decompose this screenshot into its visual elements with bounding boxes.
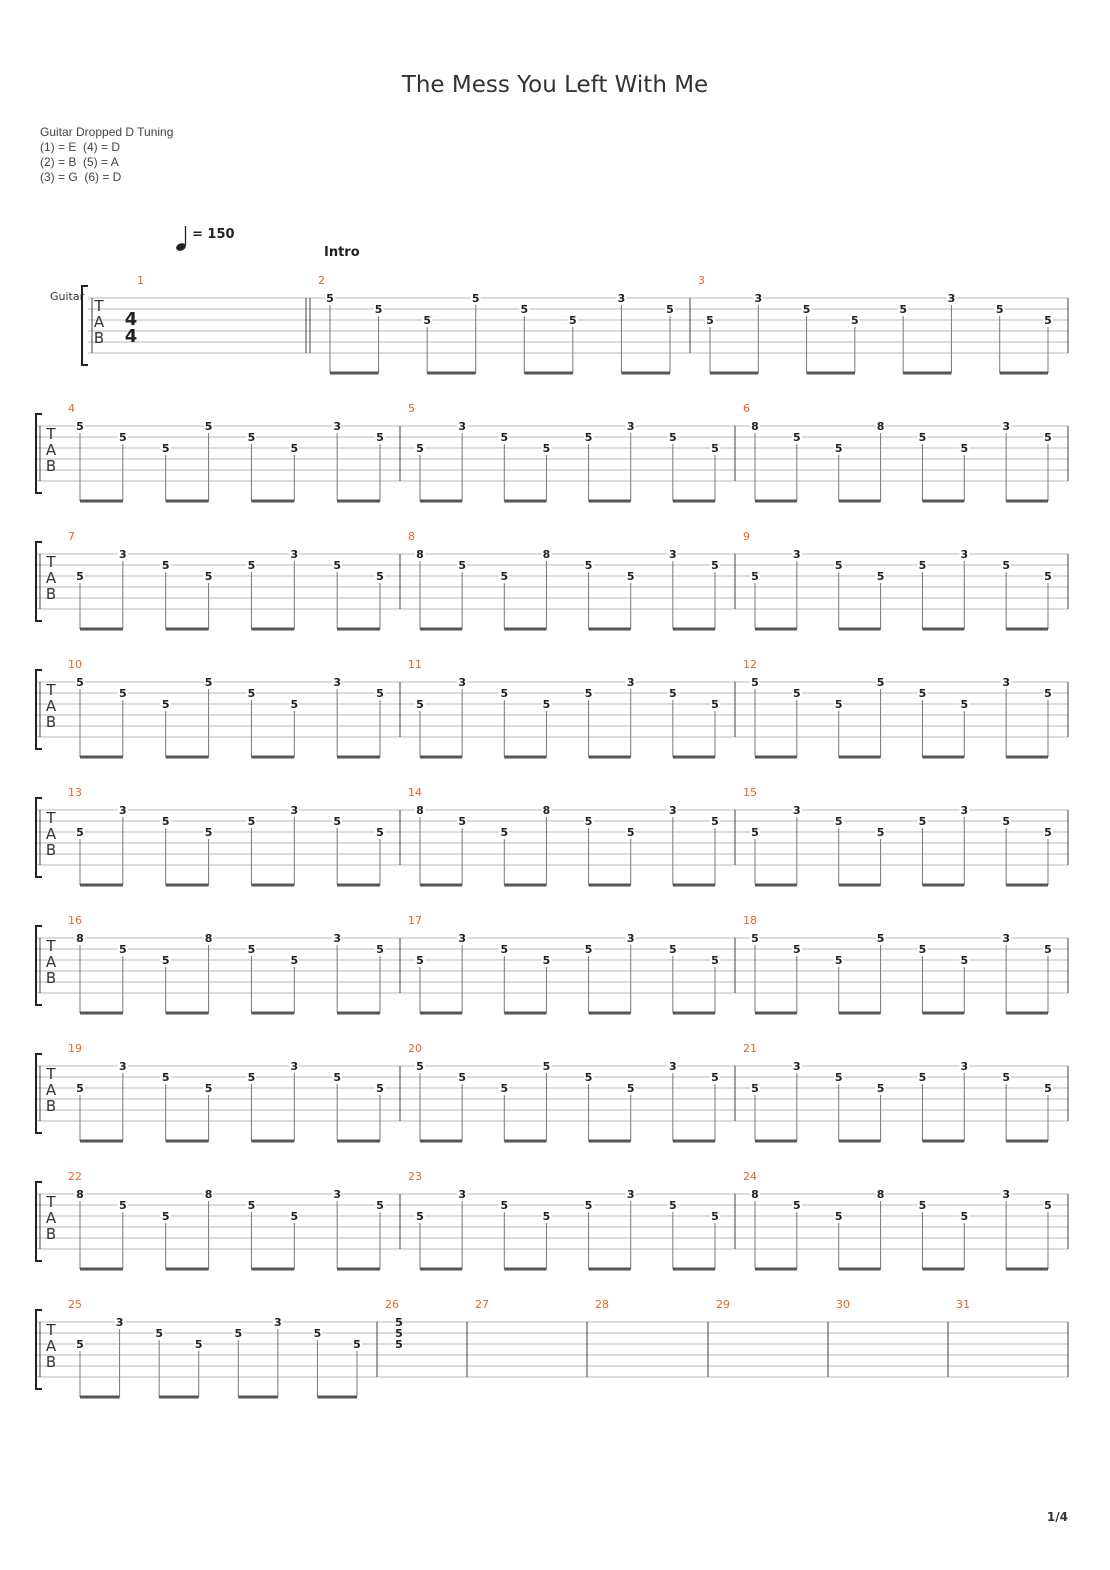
tab-system	[36, 914, 1068, 1013]
fret-number: 5	[751, 932, 759, 945]
measure-number: 30	[836, 1298, 850, 1311]
fret-number: 5	[851, 314, 859, 327]
tab-clef-letter: A	[93, 313, 105, 331]
fret-number: 5	[918, 1199, 927, 1212]
fret-number: 5	[918, 815, 927, 828]
fret-number: 3	[626, 420, 635, 433]
fret-number: 5	[500, 826, 509, 839]
fret-number: 3	[960, 1060, 969, 1073]
fret-number: 5	[711, 1071, 719, 1084]
fret-number: 5	[376, 1199, 384, 1212]
fret-number: 5	[918, 559, 927, 572]
fret-number: 5	[395, 1327, 403, 1340]
fret-number: 5	[471, 292, 480, 305]
fret-number: 5	[793, 431, 801, 444]
song-title: The Mess You Left With Me	[401, 72, 709, 98]
fret-number: 3	[333, 1188, 341, 1201]
fret-number: 5	[161, 815, 170, 828]
fret-number: 5	[247, 431, 256, 444]
fret-number: 3	[290, 548, 299, 561]
measure-number: 18	[743, 914, 757, 927]
measure-number: 20	[408, 1042, 422, 1055]
fret-number: 5	[542, 1210, 551, 1223]
fret-number: 5	[161, 954, 170, 967]
fret-number: 5	[960, 954, 969, 967]
system-bracket	[82, 286, 88, 365]
tab-clef-letter: B	[93, 329, 105, 347]
fret-number: 8	[416, 548, 424, 561]
fret-number: 5	[711, 698, 719, 711]
fret-number: 8	[542, 548, 551, 561]
fret-number: 5	[500, 1082, 509, 1095]
fret-number: 3	[333, 420, 341, 433]
fret-number: 5	[353, 1338, 361, 1351]
fret-number: 8	[416, 804, 424, 817]
fret-number: 5	[290, 442, 299, 455]
measure-number: 6	[743, 402, 750, 415]
fret-number: 5	[247, 1071, 256, 1084]
fret-number: 8	[204, 1188, 213, 1201]
fret-number: 5	[247, 559, 256, 572]
measure-number: 5	[408, 402, 415, 415]
tuning-line: (1) = E (4) = D	[40, 140, 121, 154]
fret-number: 5	[326, 292, 334, 305]
page-number: 1/4	[1046, 1510, 1068, 1524]
fret-number: 5	[918, 687, 927, 700]
fret-number: 5	[584, 687, 593, 700]
fret-number: 5	[194, 1338, 203, 1351]
measure-number: 19	[68, 1042, 82, 1055]
fret-number: 5	[500, 943, 509, 956]
fret-number: 5	[155, 1327, 163, 1340]
tab-clef-letter: T	[46, 809, 56, 827]
measure-number: 3	[698, 274, 705, 287]
fret-number: 3	[290, 804, 299, 817]
fret-number: 5	[626, 570, 635, 583]
tab-clef-letter: T	[94, 297, 104, 315]
measure-number: 24	[743, 1170, 757, 1183]
tab-clef-letter: B	[45, 457, 57, 475]
fret-number: 5	[834, 559, 843, 572]
fret-number: 5	[542, 698, 551, 711]
fret-number: 5	[290, 954, 299, 967]
fret-number: 5	[76, 826, 84, 839]
fret-number: 5	[333, 815, 341, 828]
fret-number: 5	[333, 559, 341, 572]
fret-number: 5	[416, 1210, 424, 1223]
fret-number: 8	[542, 804, 551, 817]
fret-number: 5	[234, 1327, 243, 1340]
fret-number: 5	[520, 303, 529, 316]
measure-number: 17	[408, 914, 422, 927]
fret-number: 3	[626, 1188, 635, 1201]
fret-number: 3	[669, 804, 677, 817]
fret-number: 5	[313, 1327, 322, 1340]
fret-number: 5	[793, 687, 801, 700]
fret-number: 5	[918, 431, 927, 444]
fret-number: 5	[834, 698, 843, 711]
tab-system	[36, 1170, 1068, 1269]
section-label: Intro	[324, 245, 360, 260]
fret-number: 5	[834, 1210, 843, 1223]
tab-clef-letter: B	[45, 1353, 57, 1371]
instrument-label: Guitar	[50, 290, 85, 303]
tab-clef-letter: B	[45, 713, 57, 731]
measure-number: 22	[68, 1170, 82, 1183]
tab-clef-letter: T	[46, 1193, 56, 1211]
fret-number: 5	[500, 687, 509, 700]
fret-number: 8	[751, 1188, 759, 1201]
fret-number: 5	[161, 1210, 170, 1223]
measure-number: 31	[956, 1298, 970, 1311]
fret-number: 5	[416, 954, 424, 967]
fret-number: 5	[876, 570, 885, 583]
fret-number: 5	[711, 815, 719, 828]
tab-system	[36, 658, 1068, 757]
tab-clef-letter: A	[45, 1081, 57, 1099]
fret-number: 5	[960, 1210, 969, 1223]
fret-number: 5	[204, 1082, 213, 1095]
tab-clef-letter: B	[45, 585, 57, 603]
fret-number: 3	[793, 1060, 801, 1073]
fret-number: 5	[1044, 570, 1052, 583]
fret-number: 5	[584, 1071, 593, 1084]
fret-number: 5	[204, 570, 213, 583]
fret-number: 5	[1002, 559, 1010, 572]
fret-number: 8	[204, 932, 213, 945]
fret-number: 5	[834, 442, 843, 455]
fret-number: 5	[416, 442, 424, 455]
tuning-name: Guitar Dropped D Tuning	[40, 125, 174, 139]
fret-number: 5	[247, 687, 256, 700]
fret-number: 5	[542, 442, 551, 455]
fret-number: 5	[918, 943, 927, 956]
tab-system	[36, 402, 1068, 501]
fret-number: 5	[1044, 687, 1052, 700]
fret-number: 5	[751, 826, 759, 839]
tab-clef-letter: T	[46, 425, 56, 443]
measure-number: 16	[68, 914, 82, 927]
fret-number: 3	[458, 676, 466, 689]
tuning-line: (2) = B (5) = A	[40, 155, 119, 169]
measure-number: 23	[408, 1170, 422, 1183]
fret-number: 5	[802, 303, 811, 316]
fret-number: 5	[76, 420, 84, 433]
measure-number: 7	[68, 530, 75, 543]
fret-number: 3	[754, 292, 763, 305]
fret-number: 5	[119, 943, 127, 956]
fret-number: 5	[161, 559, 170, 572]
fret-number: 5	[584, 431, 593, 444]
fret-number: 5	[458, 815, 466, 828]
fret-number: 5	[711, 1210, 719, 1223]
measure-number: 4	[68, 402, 75, 415]
fret-number: 3	[119, 804, 127, 817]
fret-number: 5	[918, 1071, 927, 1084]
fret-number: 3	[333, 676, 341, 689]
fret-number: 5	[119, 1199, 127, 1212]
measure-number: 27	[475, 1298, 489, 1311]
fret-number: 8	[876, 1188, 885, 1201]
measure-number: 29	[716, 1298, 730, 1311]
tab-clef-letter: A	[45, 1209, 57, 1227]
fret-number: 5	[416, 698, 424, 711]
tab-clef-letter: A	[45, 825, 57, 843]
measure-number: 26	[385, 1298, 399, 1311]
fret-number: 5	[542, 1060, 551, 1073]
tuning-line: (3) = G (6) = D	[40, 170, 122, 184]
fret-number: 5	[834, 954, 843, 967]
tab-system	[36, 1298, 1068, 1397]
fret-number: 3	[960, 548, 969, 561]
fret-number: 5	[1002, 815, 1010, 828]
fret-number: 5	[584, 559, 593, 572]
fret-number: 5	[395, 1338, 403, 1351]
fret-number: 5	[666, 303, 674, 316]
tab-clef-letter: T	[46, 1321, 56, 1339]
tab-clef-letter: T	[46, 1065, 56, 1083]
measure-number: 21	[743, 1042, 757, 1055]
fret-number: 5	[626, 1082, 635, 1095]
fret-number: 5	[1044, 1199, 1052, 1212]
fret-number: 5	[119, 687, 127, 700]
fret-number: 5	[376, 570, 384, 583]
fret-number: 5	[669, 687, 677, 700]
tab-clef-letter: A	[45, 569, 57, 587]
fret-number: 5	[161, 1071, 170, 1084]
fret-number: 3	[669, 1060, 677, 1073]
fret-number: 5	[584, 943, 593, 956]
tab-system	[36, 786, 1068, 885]
fret-number: 5	[500, 1199, 509, 1212]
tab-clef-letter: T	[46, 681, 56, 699]
time-signature-top: 4	[124, 309, 138, 330]
measure-number: 25	[68, 1298, 82, 1311]
fret-number: 5	[376, 687, 384, 700]
tempo-value: = 150	[192, 227, 235, 242]
fret-number: 5	[751, 676, 759, 689]
fret-number: 5	[1044, 826, 1052, 839]
fret-number: 5	[876, 1082, 885, 1095]
fret-number: 5	[711, 559, 719, 572]
fret-number: 5	[711, 954, 719, 967]
fret-number: 5	[376, 826, 384, 839]
fret-number: 5	[119, 431, 127, 444]
fret-number: 3	[119, 548, 127, 561]
fret-number: 5	[899, 303, 907, 316]
fret-number: 5	[76, 676, 84, 689]
fret-number: 3	[1002, 1188, 1010, 1201]
tab-clef-letter: B	[45, 1097, 57, 1115]
fret-number: 5	[161, 442, 170, 455]
fret-number: 5	[290, 698, 299, 711]
measure-number: 12	[743, 658, 757, 671]
fret-number: 3	[960, 804, 969, 817]
tab-system	[36, 1042, 1068, 1141]
measure-number: 10	[68, 658, 82, 671]
fret-number: 5	[161, 698, 170, 711]
fret-number: 8	[76, 1188, 84, 1201]
fret-number: 5	[204, 826, 213, 839]
fret-number: 3	[617, 292, 626, 305]
fret-number: 5	[423, 314, 431, 327]
fret-number: 3	[119, 1060, 127, 1073]
fret-number: 5	[706, 314, 714, 327]
measure-number: 11	[408, 658, 422, 671]
time-signature-bottom: 4	[124, 326, 138, 347]
tab-clef-letter: A	[45, 697, 57, 715]
fret-number: 3	[1002, 932, 1010, 945]
measure-number: 28	[595, 1298, 609, 1311]
tab-clef-letter: B	[45, 969, 57, 987]
fret-number: 5	[76, 1082, 84, 1095]
fret-number: 5	[751, 1082, 759, 1095]
fret-number: 3	[626, 676, 635, 689]
fret-number: 8	[76, 932, 84, 945]
fret-number: 5	[876, 932, 885, 945]
fret-number: 5	[834, 1071, 843, 1084]
fret-number: 5	[458, 1071, 466, 1084]
measure-number: 14	[408, 786, 422, 799]
tab-clef-letter: T	[46, 553, 56, 571]
fret-number: 3	[626, 932, 635, 945]
fret-number: 5	[876, 826, 885, 839]
tab-clef-letter: A	[45, 953, 57, 971]
fret-number: 5	[751, 570, 759, 583]
fret-number: 5	[204, 676, 213, 689]
fret-number: 5	[247, 943, 256, 956]
fret-number: 5	[793, 1199, 801, 1212]
fret-number: 5	[76, 570, 84, 583]
fret-number: 5	[669, 1199, 677, 1212]
fret-number: 5	[1044, 314, 1052, 327]
fret-number: 5	[542, 954, 551, 967]
fret-number: 5	[995, 303, 1004, 316]
fret-number: 3	[793, 804, 801, 817]
tab-clef-letter: T	[46, 937, 56, 955]
fret-number: 5	[500, 431, 509, 444]
fret-number: 5	[584, 1199, 593, 1212]
tab-clef-letter: A	[45, 441, 57, 459]
fret-number: 3	[274, 1316, 282, 1329]
fret-number: 5	[458, 559, 466, 572]
fret-number: 5	[333, 1071, 341, 1084]
fret-number: 3	[1002, 420, 1010, 433]
fret-number: 5	[584, 815, 593, 828]
tab-clef-letter: A	[45, 1337, 57, 1355]
measure-number: 1	[137, 274, 144, 287]
fret-number: 8	[751, 420, 759, 433]
tab-clef-letter: B	[45, 1225, 57, 1243]
fret-number: 5	[376, 943, 384, 956]
measure-number: 13	[68, 786, 82, 799]
fret-number: 5	[376, 1082, 384, 1095]
tempo-marking	[175, 226, 234, 252]
fret-number: 5	[1002, 1071, 1010, 1084]
fret-number: 5	[876, 676, 885, 689]
fret-number: 3	[115, 1316, 124, 1329]
tab-clef-letter: B	[45, 841, 57, 859]
fret-number: 5	[1044, 943, 1052, 956]
fret-number: 5	[960, 442, 969, 455]
fret-number: 5	[1044, 1082, 1052, 1095]
fret-number: 3	[793, 548, 801, 561]
fret-number: 5	[960, 698, 969, 711]
fret-number: 5	[626, 826, 635, 839]
fret-number: 5	[500, 570, 509, 583]
fret-number: 3	[458, 932, 466, 945]
tab-system	[36, 530, 1068, 629]
fret-number: 5	[376, 431, 384, 444]
fret-number: 5	[834, 815, 843, 828]
measure-number: 2	[318, 274, 325, 287]
fret-number: 3	[290, 1060, 299, 1073]
fret-number: 3	[947, 292, 956, 305]
fret-number: 5	[793, 943, 801, 956]
measure-number: 15	[743, 786, 757, 799]
fret-number: 3	[333, 932, 341, 945]
fret-number: 5	[395, 1316, 403, 1329]
fret-number: 5	[290, 1210, 299, 1223]
fret-number: 5	[247, 815, 256, 828]
fret-number: 5	[416, 1060, 424, 1073]
tab-system	[82, 274, 1068, 373]
fret-number: 8	[876, 420, 885, 433]
fret-number: 3	[1002, 676, 1010, 689]
fret-number: 5	[374, 303, 383, 316]
fret-number: 3	[669, 548, 677, 561]
fret-number: 5	[76, 1338, 84, 1351]
fret-number: 3	[458, 1188, 466, 1201]
fret-number: 5	[569, 314, 577, 327]
fret-number: 5	[669, 431, 677, 444]
fret-number: 5	[204, 420, 213, 433]
fret-number: 5	[711, 442, 719, 455]
fret-number: 3	[458, 420, 466, 433]
fret-number: 5	[669, 943, 677, 956]
measure-number: 9	[743, 530, 750, 543]
fret-number: 5	[1044, 431, 1052, 444]
fret-number: 5	[247, 1199, 256, 1212]
measure-number: 8	[408, 530, 415, 543]
